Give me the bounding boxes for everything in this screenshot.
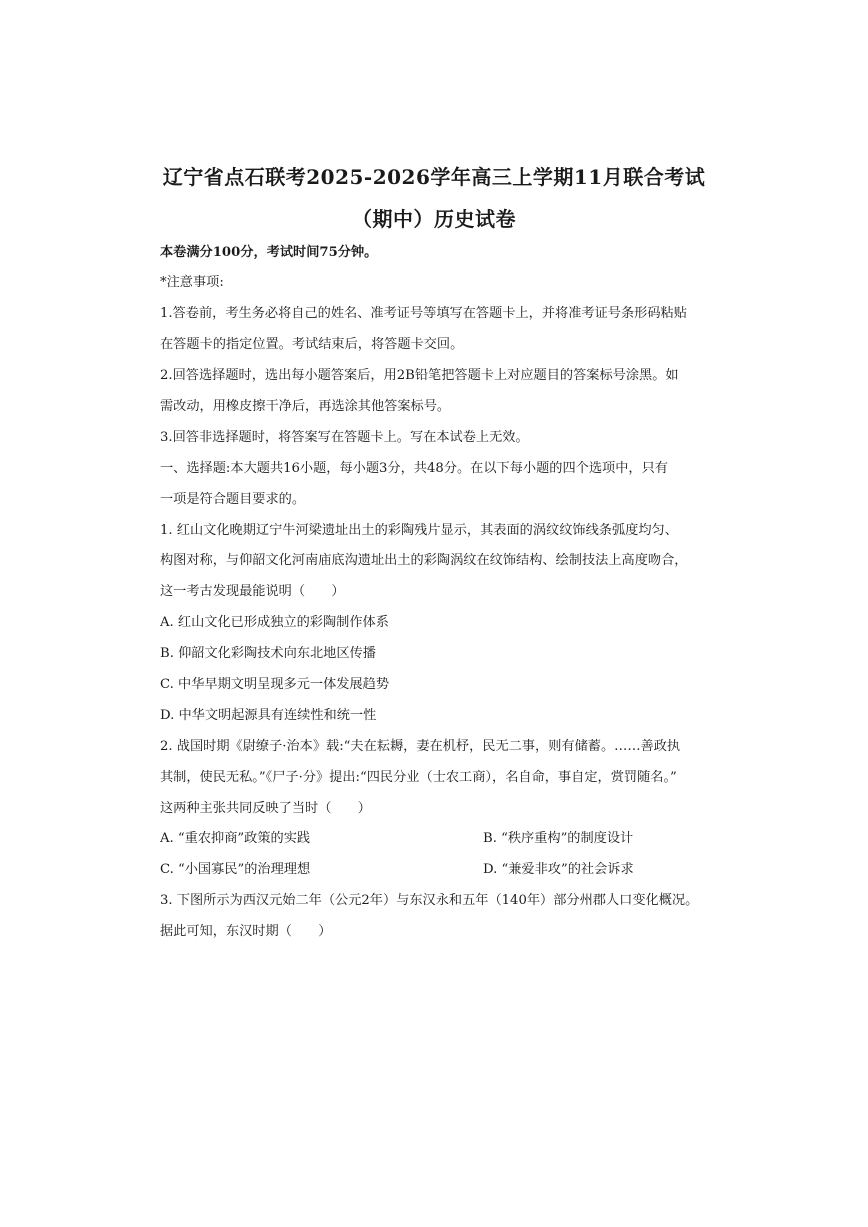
notice-line: 在答题卡的指定位置。考试结束后，将答题卡交回。 [160, 337, 464, 352]
notice-line: 3.回答非选择题时，将答案写在答题卡上。写在本试卷上无效。 [160, 430, 529, 445]
q1-stem-line: 构图对称，与仰韶文化河南庙底沟遗址出土的彩陶涡纹在纹饰结构、绘制技法上高度吻合， [160, 553, 688, 568]
q2-option-a: A. “重农抑商”政策的实践 [160, 831, 311, 846]
q1-option-d: D. 中华文明起源具有连续性和统一性 [160, 708, 377, 723]
q1-stem-line: 1. 红山文化晚期辽宁牛河梁遗址出土的彩陶残片显示，其表面的涡纹纹饰线条弧度均匀、 [160, 523, 678, 538]
q2-stem-line: 2. 战国时期《尉缭子·治本》载:“夫在耘耨，妻在机杼，民无二事，则有储蓄。……善政执 [160, 739, 681, 754]
score-info: 本卷满分100分，考试时间75分钟。 [160, 245, 378, 260]
q1-option-a: A. 红山文化已形成独立的彩陶制作体系 [160, 615, 389, 630]
q2-stem-line: 其制，使民无私。”《尸子·分》提出:“四民分业（士农工商），名自命，事自定，赏罚随名。” [160, 770, 677, 785]
q2-option-c: C. “小国寡民”的治理理想 [160, 862, 311, 877]
q1-option-b: B. 仰韶文化彩陶技术向东北地区传播 [160, 646, 376, 661]
q2-stem-line: 这两种主张共同反映了当时（ ） [160, 801, 371, 816]
q3-stem-line: 据此可知，东汉时期（ ） [160, 924, 332, 939]
q1-stem-line: 这一考古发现最能说明（ ） [160, 584, 345, 599]
notice-heading: *注意事项: [160, 275, 224, 290]
notice-line: 需改动，用橡皮擦干净后，再选涂其他答案标号。 [160, 399, 451, 414]
notice-line: 2.回答选择题时，选出每小题答案后，用2B铅笔把答题卡上对应题目的答案标号涂黑。如 [160, 368, 679, 383]
exam-title-line1: 辽宁省点石联考2025-2026学年高三上学期11月联合考试 [162, 165, 706, 189]
exam-title-line2: （期中）历史试卷 [352, 207, 516, 231]
q2-option-d: D. “兼爱非攻”的社会诉求 [483, 862, 634, 877]
q1-option-c: C. 中华早期文明呈现多元一体发展趋势 [160, 677, 390, 692]
q2-option-b: B. “秩序重构”的制度设计 [483, 831, 634, 846]
q3-stem-line: 3. 下图所示为西汉元始二年（公元2年）与东汉永和五年（140年）部分州郡人口变化概况。 [160, 893, 699, 908]
section-heading-line: 一、选择题:本大题共16小题，每小题3分，共48分。在以下每小题的四个选项中，只有 [160, 461, 668, 476]
notice-line: 1.答卷前，考生务必将自己的姓名、准考证号等填写在答题卡上，并将准考证号条形码粘贴 [160, 306, 687, 321]
section-heading-line: 一项是符合题目要求的。 [160, 492, 306, 507]
